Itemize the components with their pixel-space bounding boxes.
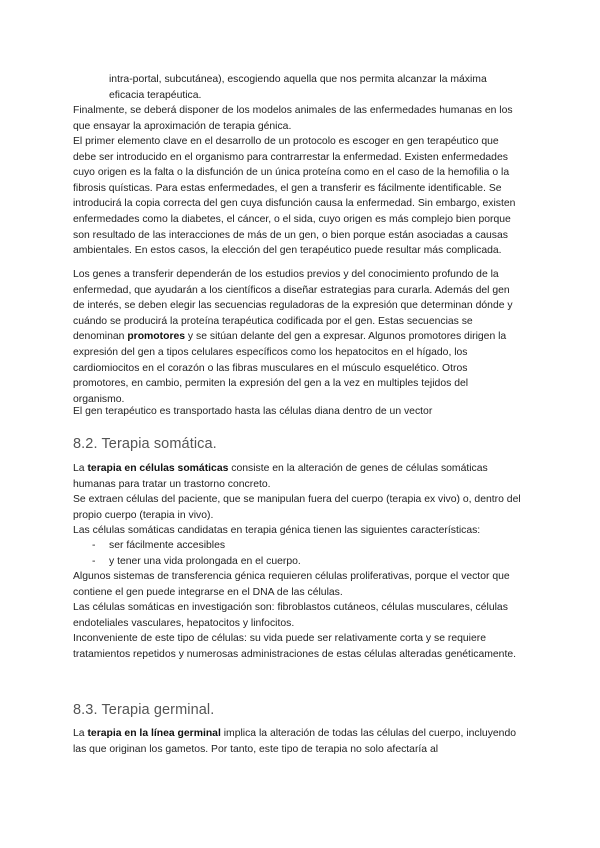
list-item-text: y tener una vida prolongada en el cuerpo. (109, 556, 301, 567)
paragraph-primer-elemento: El primer elemento clave en el desarrollo de un protocolo es escoger en gen terapéutico que debe ser introducido en el organismo para contrarrestar la enfermedad. Existen enfermedades cuyo origen es la falta o la disfunción de un única proteína como en el caso de la hemofilia o la fibrosis quísticas. Para estas enfermedades, el gen a transferir es fácilmente identificable. Se introducirá la copia correcta del gen cuya disfunción causa la enfermedad. Sin embargo, existen enfermedades como la diabetes, el cáncer, o el sida, cuyo origen es más complejo bien porque son resultado de las interacciones de más de un gen, o bien porque están asociadas a causas ambientales. En estos casos, la elección del gen terapéutico puede resultar más complicada. (73, 136, 516, 257)
paragraph-vector: El gen terapéutico es transportado hasta las células diana dentro de un vector (73, 406, 433, 417)
bullet-marker: - (92, 556, 96, 567)
list-item-text: ser fácilmente accesibles (109, 540, 226, 551)
section-heading-somatica: 8.2. Terapia somática. (73, 436, 217, 452)
paragraph-caracteristicas: Las células somáticas candidatas en terapia génica tienen las siguientes características: (73, 525, 481, 536)
bold-term-promotores: promotores (127, 331, 186, 343)
paragraph-germinal-def (73, 726, 521, 757)
text-run: La (73, 728, 88, 739)
bold-term-terapia-germinal: terapia en la línea germinal (87, 728, 221, 739)
text-run: La (73, 463, 88, 474)
paragraph-investigacion: Las células somáticas en investigación son: fibroblastos cutáneos, células musculares, células endoteliales vasculares, hepatocitos y linfocitos. (73, 602, 508, 629)
bold-term-terapia-somatica: terapia en células somáticas (87, 463, 229, 474)
paragraph-inconveniente: Inconveniente de este tipo de células: su vida puede ser relativamente corta y se requiere tratamientos repetidos y numerosas administraciones de estas células alteradas genéticamente. (73, 633, 516, 660)
paragraph-somatica-def (73, 461, 521, 492)
paragraph-continuation: intra-portal, subcutánea), escogiendo aquella que nos permita alcanzar la máxima eficacia terapéutica. (109, 74, 487, 101)
bullet-marker: - (92, 540, 96, 551)
paragraph-finalmente: Finalmente, se deberá disponer de los modelos animales de las enfermedades humanas en los que ensayar la aproximación de terapia génica. (73, 105, 513, 132)
list-item (0, 538, 600, 554)
paragraph-genes-transferir (73, 267, 521, 407)
text-run: implica la alteración de todas las células del cuerpo, incluyendo las que originan los gametos. Por tanto, este tipo de terapia no solo afectaría al (73, 728, 517, 755)
paragraph-transferencia: Algunos sistemas de transferencia génica requieren células proliferativas, porque el vector que contiene el gen puede integrarse en el DNA de las células. (73, 571, 510, 598)
text-run: y se sitúan delante del gen a expresar. Algunos promotores dirigen la expresión del gen a tipos celulares específicos como los hepatocitos en el hígado, los cardiomiocitos en el corazón o las fibras musculares en el músculo esquelético. Otros promotores, en cambio, permiten la expresión del gen a la vez en multiples tejidos del organismo. (73, 331, 507, 405)
text-run: consiste en la alteración de genes de células somáticas humanas para tratar un trastorno concreto. (73, 463, 488, 490)
paragraph-extraccion: Se extraen células del paciente, que se manipulan fuera del cuerpo (terapia ex vivo) o, dentro del propio cuerpo (terapia in vivo). (73, 494, 521, 521)
list-item (0, 554, 600, 570)
section-heading-germinal: 8.3. Terapia germinal. (73, 702, 215, 718)
text-run: Los genes a transferir dependerán de los estudios previos y del conocimiento profundo de la enfermedad, que ayudarán a los científicos a diseñar estrategias para curarla. Además del gen de interés, se deben elegir las secuencias reguladoras de la expresión que determinan dónde y cuándo se producirá la proteína terapéutica codificada por el gen. Estas secuencias se denominan (73, 269, 513, 343)
